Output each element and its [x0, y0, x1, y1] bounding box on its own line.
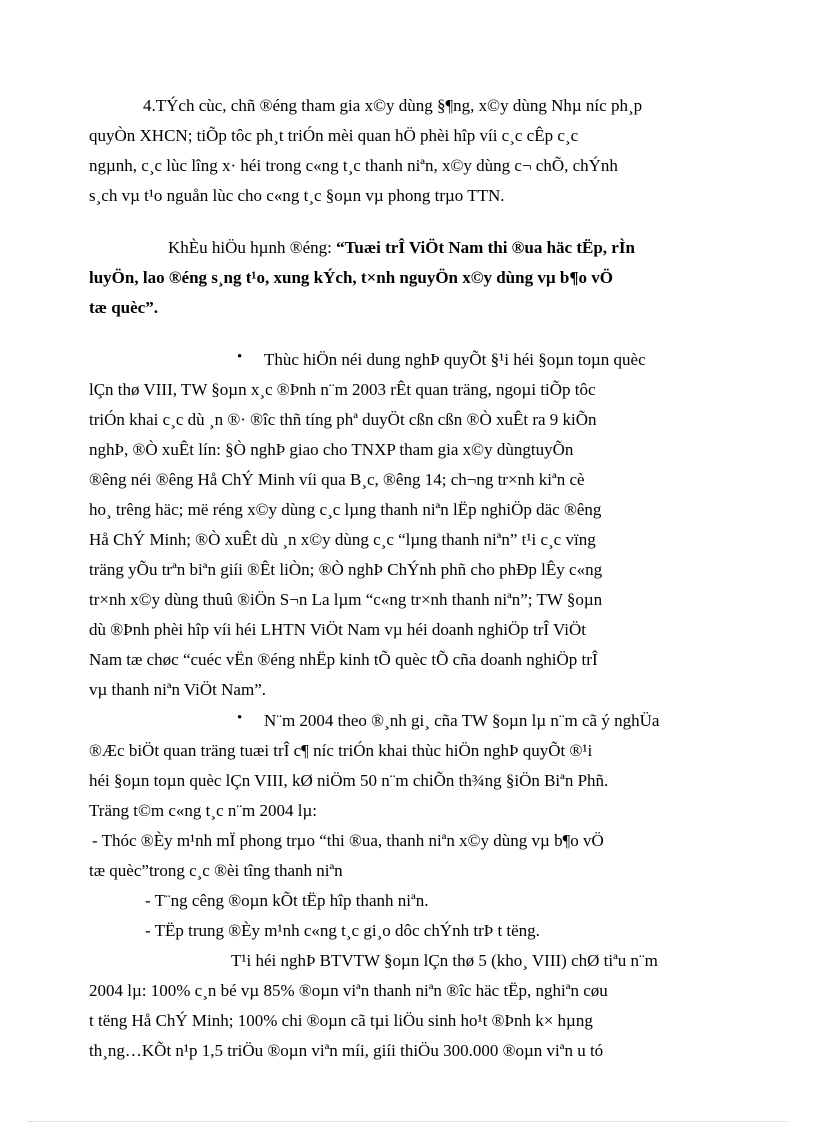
- text-line: Träng t©m c«ng t¸c n¨m 2004 lµ:: [89, 801, 317, 820]
- text-line: Hå ChÝ Minh; ®Ò xuÊt dù ¸n x©y dùng c¸c “lµng thanh niªn” t¹i c¸c vïng: [89, 530, 596, 549]
- text-line: ngµnh, c¸c lùc lîng x· héi trong c«ng t¸c thanh niªn, x©y dùng c¬ chÕ, chÝnh: [89, 156, 618, 175]
- text-line: nghÞ, ®Ò xuÊt lín: §Ò nghÞ giao cho TNXP tham gia x©y dùngtuyÕn: [89, 440, 574, 459]
- slogan-block: [89, 233, 729, 323]
- text-line: triÓn khai c¸c dù ¸n ®· ®îc thñ tíng phª duyÖt cßn cßn ®Ò xuÊt ra 9 kiÕn: [89, 410, 597, 429]
- bullet-icon: •: [237, 710, 243, 726]
- text-line: héi §oµn toµn quèc lÇn VIII, kØ niÖm 50 n¨m chiÕn th¾ng §iÖn Biªn Phñ.: [89, 771, 609, 790]
- text-line: N¨m 2004 theo ®¸nh gi¸ cña TW §oµn lµ n¨m cã ý nghÜa: [264, 711, 660, 730]
- text-line: träng yÕu trªn biªn giíi ®Êt liÒn; ®Ò nghÞ ChÝnh phñ cho phÐp lÊy c«ng: [89, 560, 603, 579]
- paragraph-4: [143, 91, 727, 121]
- paragraph-4-body: [89, 121, 729, 211]
- slogan-label: KhÈu hiÖu hµnh ®éng:: [168, 238, 337, 257]
- bullet-item-2: [89, 706, 729, 826]
- text-line: s¸ch vµ t¹o nguån lùc cho c«ng t¸c §oµn vµ phong trµo TTN.: [89, 186, 505, 205]
- bullet-item-1: [89, 345, 729, 705]
- text-line: th¸ng…KÕt n¹p 1,5 triÖu ®oµn viªn míi, giíi thiÖu 300.000 ®oµn viªn u tó: [89, 1041, 604, 1060]
- text-line: tr×nh x©y dùng thuû ®iÖn S¬n La lµm “c«ng tr×nh thanh niªn”; TW §oµn: [89, 590, 603, 609]
- text-line: ®êng néi ®êng Hå ChÝ Minh víi qua B¸c, ®êng 14; ch¬ng tr×nh kiªn cè: [89, 470, 585, 489]
- dash-item-cont: tæ quèc”trong c¸c ®èi tîng thanh niªn: [89, 861, 343, 880]
- text-line: lÇn thø VIII, TW §oµn x¸c ®Þnh n¨m 2003 rÊt quan träng, ngoµi tiÕp tôc: [89, 380, 596, 399]
- text-line: 2004 lµ: 100% c¸n bé vµ 85% ®oµn viªn thanh niªn ®îc häc tËp, nghiªn cøu: [89, 981, 608, 1000]
- slogan-line-1: [89, 233, 729, 263]
- text-line: t tëng Hå ChÝ Minh; 100% chi ®oµn cã tµi liÖu sinh ho¹t ®Þnh k× hµng: [89, 1011, 593, 1030]
- dash-item: - T¨ng cêng ®oµn kÕt tËp hîp thanh niªn.: [145, 891, 429, 910]
- dash-item: - TËp trung ®Èy m¹nh c«ng t¸c gi¸o dôc chÝnh trÞ t tëng.: [145, 921, 540, 940]
- text-line: ®Æc biÖt quan träng tuæi trÎ c¶ níc triÓn khai thùc hiÖn nghÞ quyÕt ®¹i: [89, 741, 593, 760]
- text-line: T¹i héi nghÞ BTVTW §oµn lÇn thø 5 (kho¸ VIII) chØ tiªu n¨m: [231, 951, 658, 970]
- slogan-line-2: luyÖn, lao ®éng s¸ng t¹o, xung kÝch, t×nh nguyÖn x©y dùng vµ b¶o vÖ: [89, 268, 613, 287]
- text-line: dù ®Þnh phèi hîp víi héi LHTN ViÖt Nam vµ héi doanh nghiÖp trÎ ViÖt: [89, 620, 586, 639]
- bullet-icon: •: [237, 349, 243, 365]
- dash-list: [89, 826, 729, 946]
- text-line: vµ thanh niªn ViÖt Nam”.: [89, 680, 266, 699]
- closing-paragraph: [89, 946, 729, 1066]
- slogan-line-3: tæ quèc”.: [89, 298, 158, 317]
- text-line: 4.TÝch cùc, chñ ®éng tham gia x©y dùng §¶ng, x©y dùng Nhµ níc ph¸p: [143, 96, 643, 115]
- text-line: Nam tæ chøc “cuéc vËn ®éng nhËp kinh tÕ quèc tÕ cña doanh nghiÖp trÎ: [89, 650, 598, 669]
- text-line: quyÒn XHCN; tiÕp tôc ph¸t triÓn mèi quan hÖ phèi hîp víi c¸c cÊp c¸c: [89, 126, 579, 145]
- text-line: Thùc hiÖn néi dung nghÞ quyÕt §¹i héi §oµn toµn quèc: [264, 350, 646, 369]
- dash-item: - Thóc ®Èy m¹nh mÏ phong trµo “thi ®ua, thanh niªn x©y dùng vµ b¶o vÖ: [92, 831, 604, 850]
- slogan-text: “Tuæi trÎ ViÖt Nam thi ®ua häc tËp, rÌn: [336, 238, 635, 257]
- page-border-bottom: [28, 1121, 788, 1122]
- text-line: ho¸ trêng häc; më réng x©y dùng c¸c lµng thanh niªn lËp nghiÖp däc ®êng: [89, 500, 602, 519]
